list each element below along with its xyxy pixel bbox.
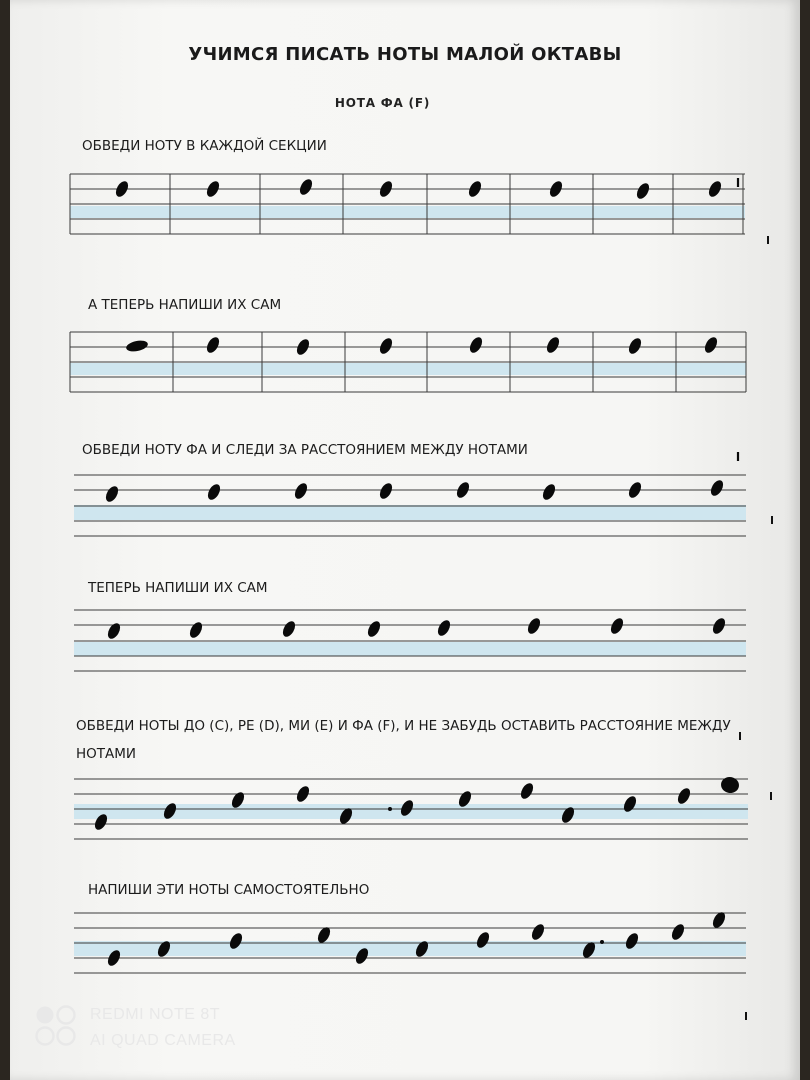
exercise-5-staff [74,774,754,849]
exercise-2-staff [70,326,750,401]
notes [92,776,740,832]
notes [105,616,727,641]
staff-lines [74,475,746,536]
note-head [297,177,314,197]
watermark-line-1: REDMI NOTE 8T [90,1006,221,1023]
staff-lines [74,610,746,671]
note-head [634,181,651,201]
exercise-2-instruction: А ТЕПЕРЬ НАПИШИ ИХ САМ [88,297,282,313]
highlight-band [70,363,746,375]
notes [105,910,727,968]
note-head [626,336,643,356]
note-head [105,621,122,641]
page-title: УЧИМСЯ ПИСАТЬ НОТЫ МАЛОЙ ОКТАВЫ [188,44,622,65]
note-head [187,620,204,640]
note-head [608,616,625,636]
exercise-5-instruction: ОБВЕДИ НОТЫ ДО (С), РЕ (D), МИ (Е) И ФА (F), И НЕ ЗАБУДЬ ОСТАВИТЬ РАССТОЯНИЕ МЕЖДУ НОТАМИ [76,718,731,762]
exercise-4-instruction: ТЕПЕРЬ НАПИШИ ИХ САМ [88,580,268,596]
note-head [204,335,221,355]
note-head [518,781,535,801]
note-head [365,619,382,639]
note-head [540,482,557,502]
notes [125,335,719,357]
ink-dot [600,940,604,944]
note-head [125,339,149,353]
exercise-6-instruction: НАПИШИ ЭТИ НОТЫ САМОСТОЯТЕЛЬНО [88,882,370,898]
note-head [675,786,692,806]
note-head [702,335,719,355]
note-head [708,478,725,498]
page-subtitle: НОТА ФА (F) [334,96,431,110]
exercise-3-instruction: ОБВЕДИ НОТУ ФА И СЛЕДИ ЗА РАССТОЯНИЕМ МЕЖДУ НОТАМИ [82,442,528,458]
note-head [544,335,561,355]
note-head [525,616,542,636]
staff-lines [74,913,746,973]
camera-logo-icon [34,1004,78,1048]
exercise-4-staff [74,608,754,683]
note-head [720,776,741,795]
highlight-band [74,642,746,656]
note-head [435,618,452,638]
watermark-line-2: AI QUAD CAMERA [90,1032,236,1049]
ink-dot [388,807,392,811]
highlight-band [74,505,746,520]
highlight-band [70,206,745,218]
note-head [280,619,297,639]
note-head [377,481,394,501]
staff-lines [70,332,746,392]
note-head [377,336,394,356]
staff-lines [70,174,745,234]
note-head [292,481,309,501]
note-head [103,484,120,504]
exercise-6-staff [74,910,754,985]
note-head [205,482,222,502]
note-head [669,922,686,942]
exercise-1-staff [70,168,750,243]
note-head [710,616,727,636]
note-head [467,335,484,355]
exercise-3-staff [74,472,754,547]
note-head [529,922,546,942]
exercise-1-instruction: ОБВЕДИ НОТУ В КАЖДОЙ СЕКЦИИ [82,138,327,154]
